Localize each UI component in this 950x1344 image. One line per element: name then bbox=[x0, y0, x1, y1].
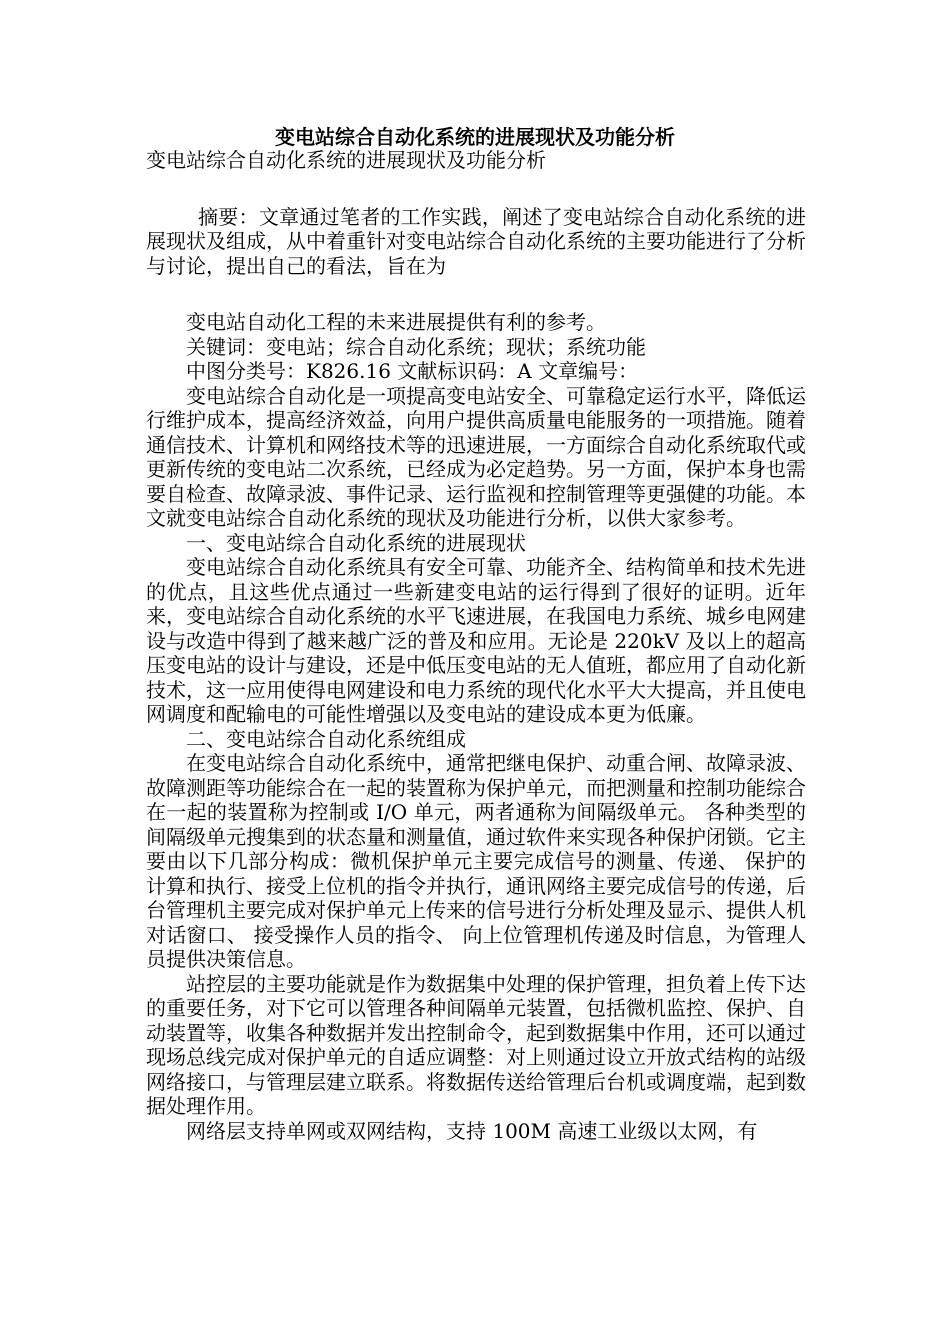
spacer bbox=[146, 173, 806, 205]
spacer bbox=[146, 278, 806, 310]
section2-heading: 二、变电站综合自动化系统组成 bbox=[186, 726, 466, 751]
intro-paragraph: 变电站综合自动化是一项提高变电站安全、可靠稳定运行水平，降低运行维护成本，提高经济效益，向用户提供高质量电能服务的一项措施。随着通信技术、计算机和网络技术等的迅速进展，一方面综合自动化系统取代或更新传统的变电站二次系统，已经成为必定趋势。另一方面，保护本身也需要自检查、故障录波、事件记录、运行监视和控制管理等更强健的功能。本文就变电站综合自动化系统的现状及功能进行分析，以供大家参考。 bbox=[146, 383, 806, 530]
document-body bbox=[146, 148, 806, 1143]
document-title: 变电站综合自动化系统的进展现状及功能分析 bbox=[275, 125, 675, 149]
abstract-paragraph: 摘要：文章通过笔者的工作实践，阐述了变电站综合自动化系统的进展现状及组成，从中着重针对变电站综合自动化系统的主要功能进行了分析与讨论，提出自己的看法，旨在为 bbox=[146, 204, 806, 278]
abstract-continuation: 变电站自动化工程的未来进展提供有利的参考。 bbox=[186, 310, 606, 334]
station-layer-paragraph: 站控层的主要功能就是作为数据集中处理的保护管理，担负着上传下达的重要任务，对下它可以管理各种间隔单元装置，包括微机监控、保护、自动装置等，收集各种数据并发出控制命令，起到数据集中作用，还可以通过现场总线完成对保护单元的自适应调整：对上则通过设立开放式结构的站级网络接口，与管理层建立联系。将数据传送给管理后台机或调度端，起到数据处理作用。 bbox=[146, 971, 806, 1118]
keywords-line: 关键词：变电站；综合自动化系统；现状；系统功能 bbox=[186, 334, 646, 359]
section1-heading: 一、变电站综合自动化系统的进展现状 bbox=[186, 530, 526, 555]
network-layer-paragraph: 网络层支持单网或双网结构，支持 100M 高速工业级以太网，有 bbox=[186, 1118, 758, 1143]
classification-line: 中图分类号：K826.16 文献标识码：A 文章编号： bbox=[186, 359, 639, 383]
document-subtitle: 变电站综合自动化系统的进展现状及功能分析 bbox=[146, 148, 546, 172]
section1-paragraph: 变电站综合自动化系统具有安全可靠、功能齐全、结构简单和技术先进的优点，且这些优点通过一些新建变电站的运行得到了很好的证明。近年来，变电站综合自动化系统的水平飞速进展，在我国电力系统、城乡电网建设与改造中得到了越来越广泛的普及和应用。无论是 220kV 及以上的超高压变电站的设计与建设，还是中低压变电站的无人值班，都应用了自动化新技术，这一应用使得电网建设和电力系统的现代化水平大大提高，并且使电网调度和配输电的可能性增强以及变电站的建设成本更为低廉。 bbox=[146, 555, 806, 726]
section2-paragraph: 在变电站综合自动化系统中，通常把继电保护、动重合闸、故障录波、故障测距等功能综合在一起的装置称为保护单元，而把测量和控制功能综合在一起的装置称为控制或 I/O 单元，两者通称为间隔级单元。 各种类型的间隔级单元搜集到的状态量和测量值，通过软件来实现各种保护闭锁。它主要由以下几部分构成：微机保护单元主要完成信号的测量、传递、 保护的计算和执行、接受上位机的指令并执行，通讯网络主要完成信号的传递，后台管理机主要完成对保护单元上传来的信号进行分析处理及显示、提供人机对话窗口、 接受操作人员的指令、 向上位管理机传递及时信息，为管理人员提供决策信息。 bbox=[146, 751, 806, 971]
